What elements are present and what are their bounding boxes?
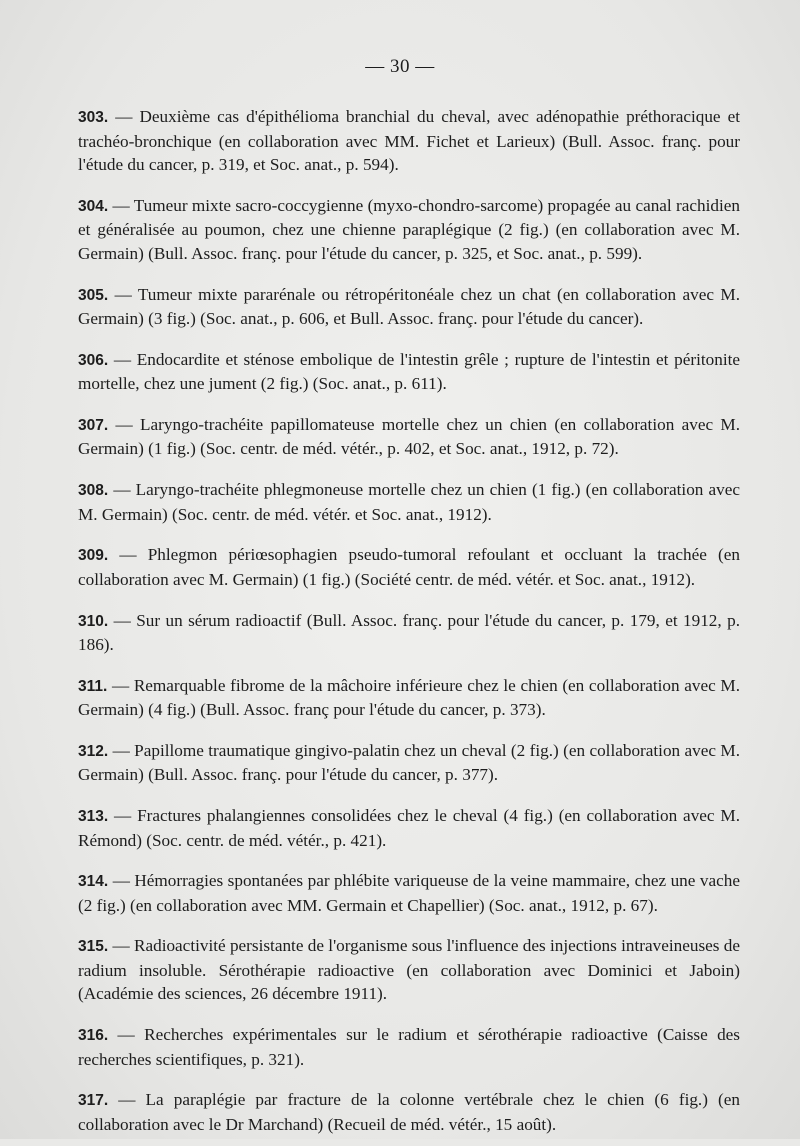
bibliography-entry [78,804,740,852]
bibliography-entry [78,348,740,396]
entry-text: — Recherches expérimentales sur le radium et sérothérapie radioactive (Caisse des recherches scientifiques, p. 321). [78,1025,740,1069]
entry-number: 305. [78,286,109,304]
entry-number: 316. [78,1027,109,1045]
entry-text: — Papillome traumatique gingivo-palatin chez un cheval (2 fig.) (en collaboration avec M. Germain) (Bull. Assoc. franç. pour l'étude du cancer, p. 377). [78,740,740,785]
bibliography-entry [78,674,740,722]
entry-text: — Remarquable fibrome de la mâchoire inférieure chez le chien (en collaboration avec M. Germain) (4 fig.) (Bull. Assoc. franç pour l'étude du cancer, p. 373). [78,675,741,720]
entry-text: — Laryngo-trachéite phlegmoneuse mortelle chez un chien (1 fig.) (en collaboration avec M. Germain) (Soc. centr. de méd. vétér. et Soc. anat., 1912). [78,480,740,524]
entry-number: 311. [78,677,108,695]
entry-number: 309. [78,547,109,565]
entry-number: 307. [78,416,109,434]
bibliography-entry [78,105,740,177]
entry-text: — Tumeur mixte pararénale ou rétropéritonéale chez un chat (en collaboration avec M. Germain) (3 fig.) (Soc. anat., p. 606, et Bull. Assoc. franç. pour l'étude du cancer). [78,284,740,329]
bibliography-list [78,88,740,1146]
entry-text: — La paraplégie par fracture de la colonne vertébrale chez le chien (6 fig.) (en collaboration avec le Dr Marchand) (Recueil de méd. vétér., 15 août). [78,1090,740,1134]
entry-text: — Endocardite et sténose embolique de l'intestin grêle ; rupture de l'intestin et péritonite mortelle, chez une jument (2 fig.) (Soc. anat., p. 611). [78,349,740,394]
page-number: — 30 — [365,56,435,77]
bibliography-entry [78,739,740,787]
bibliography-entry [78,934,740,1006]
bibliography-entry [78,543,740,591]
bibliography-entry [78,413,740,461]
bibliography-entry [78,194,740,266]
bibliography-entry [78,609,740,657]
entry-number: 304. [78,197,109,215]
entry-text: — Sur un sérum radioactif (Bull. Assoc. franç. pour l'étude du cancer, p. 179, et 1912, p. 186). [78,610,740,654]
entry-text: — Phlegmon périœsophagien pseudo-tumoral refoulant et occluant la trachée (en collaboration avec M. Germain) (1 fig.) (Société centr. de méd. vétér. et Soc. anat., 1912). [78,545,740,589]
entry-text: — Radioactivité persistante de l'organisme sous l'influence des injections intraveineuses de radium insoluble. Sérothérapie radioactive (en collaboration avec Dominici et Jaboin) (Académie des sciences, 26 décembre 1911). [78,936,741,1004]
entry-number: 303. [78,109,109,127]
bibliography-entry [78,1023,740,1071]
entry-number: 315. [78,938,109,956]
entry-number: 314. [78,873,109,891]
entry-text: — Deuxième cas d'épithélioma branchial du cheval, avec adénopathie préthoracique et trachéo-bronchique (en collaboration avec MM. Fichet et Larieux) (Bull. Assoc. franç. pour l'étude du cancer, p. 319, et Soc. anat., p. 594). [78,107,741,175]
bibliography-entry [78,869,740,917]
entry-number: 317. [78,1092,109,1110]
entry-text: — Laryngo-trachéite papillomateuse mortelle chez un chien (en collaboration avec M. Germain) (1 fig.) (Soc. centr. de méd. vétér., p. 402, et Soc. anat., 1912, p. 72). [78,414,741,459]
entry-number: 308. [78,482,109,500]
entry-text: — Tumeur mixte sacro-coccygienne (myxo-chondro-sarcome) propagée au canal rachidien et généralisée au poumon, chez une chienne paraplégique (2 fig.) (en collaboration avec M. Germain) (Bull. Assoc. franç. pour l'étude du cancer, p. 325, et Soc. anat., p. 599). [78,195,740,263]
bibliography-entry [78,1088,740,1136]
bibliography-entry [78,478,740,526]
entry-text: — Hémorragies spontanées par phlébite variqueuse de la veine mammaire, chez une vache (2 fig.) (en collaboration avec MM. Germain et Chapellier) (Soc. anat., 1912, p. 67). [78,871,740,915]
entry-text: — Fractures phalangiennes consolidées chez le cheval (4 fig.) (en collaboration avec M. Rémond) (Soc. centr. de méd. vétér., p. 421). [78,806,740,850]
entry-number: 313. [78,808,109,826]
entry-number: 312. [78,742,109,760]
entry-number: 306. [78,351,109,369]
bibliography-entry [78,283,740,331]
entry-number: 310. [78,612,109,630]
